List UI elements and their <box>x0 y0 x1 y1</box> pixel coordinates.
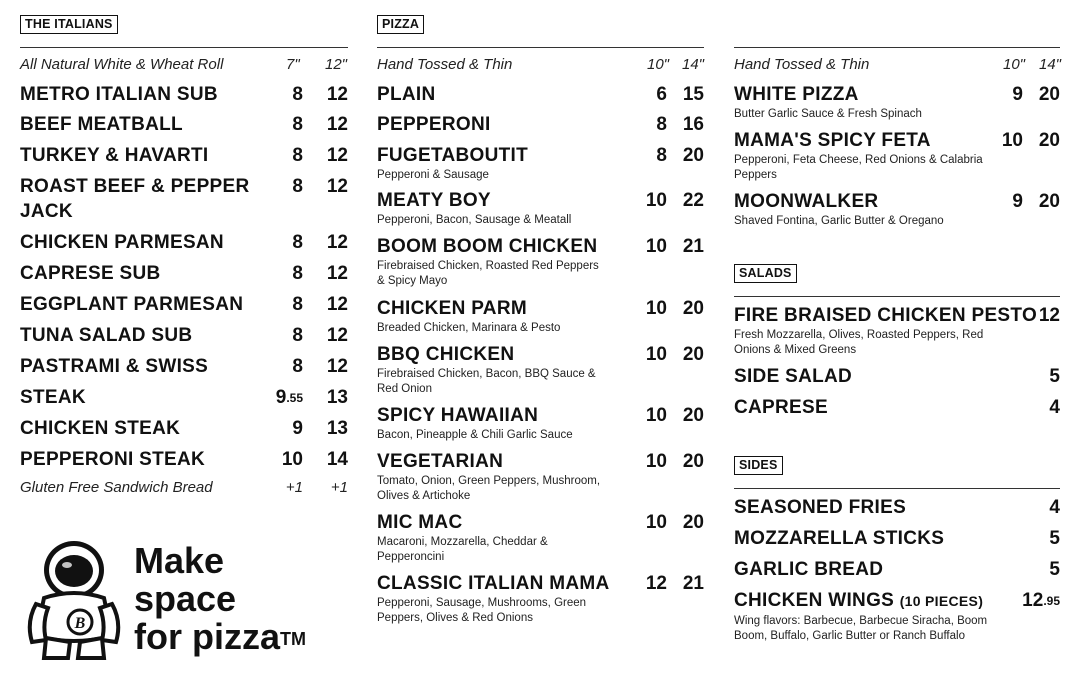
item-name: FIRE BRAISED CHICKEN PESTO <box>734 305 1038 326</box>
item-name: FUGETABOUTIT <box>377 145 529 166</box>
menu-item <box>377 82 704 107</box>
item-description: Bacon, Pineapple & Chili Garlic Sauce <box>377 429 573 441</box>
price-large: 20 <box>682 512 704 533</box>
item-name: CAPRESE SUB <box>20 263 161 284</box>
price-large: 12 <box>326 114 348 135</box>
item-description: Fresh Mozzarella, Olives, Roasted Peppers, Red Onions & Mixed Greens <box>734 329 984 356</box>
price-large: 12 <box>326 232 348 253</box>
menu-item <box>734 189 1060 229</box>
menu-item <box>377 143 704 183</box>
mascot-logo-letter: B <box>74 615 86 632</box>
item-name: VEGETARIAN <box>377 451 504 472</box>
price-small: 8 <box>292 114 303 135</box>
menu-item <box>377 403 704 443</box>
menu-item <box>377 234 704 288</box>
item-name <box>734 588 1060 614</box>
price-small: 8 <box>292 84 303 105</box>
astronaut-mascot-icon <box>22 538 126 662</box>
price-small: 10 <box>645 405 667 426</box>
price-small: 10 <box>645 236 667 257</box>
item-name: METRO ITALIAN SUB <box>20 84 218 105</box>
item-name: CLASSIC ITALIAN MAMA <box>377 573 610 594</box>
item-name: PLAIN <box>377 84 436 105</box>
menu-item <box>734 303 1060 357</box>
italians-size-large: 12" <box>325 56 348 73</box>
item-name: GARLIC BREAD <box>734 559 884 580</box>
menu-item <box>20 323 348 348</box>
pizza-badge: PIZZA <box>377 15 424 34</box>
italians-subhead-label: All Natural White & Wheat Roll <box>20 56 224 73</box>
price-large: 12 <box>326 325 348 346</box>
item-name: PASTRAMI & SWISS <box>20 356 209 377</box>
menu-item <box>20 385 348 410</box>
price-small: 8 <box>656 145 667 166</box>
price-small: 8 <box>292 232 303 253</box>
item-name: MOONWALKER <box>734 191 879 212</box>
item-description: Wing flavors: Barbecue, Barbecue Siracha, Boom Boom, Buffalo, Garlic Butter or Ranch Buffalo <box>734 615 988 642</box>
price-small: 10 <box>1001 130 1023 151</box>
price-small: 10 <box>645 451 667 472</box>
price-large: 20 <box>682 344 704 365</box>
price-small: 9 <box>1012 191 1023 212</box>
price: 4 <box>1049 397 1060 418</box>
price-small: 12 <box>645 573 667 594</box>
menu-item <box>377 296 704 336</box>
pizza-rule <box>377 47 704 48</box>
menu-item <box>377 449 704 503</box>
footnote-row <box>20 478 348 498</box>
item-name: CHICKEN PARMESAN <box>20 232 224 253</box>
item-name: MIC MAC <box>377 512 463 533</box>
price-large: 21 <box>682 236 704 257</box>
price-large: 20 <box>682 298 704 319</box>
menu-item <box>377 510 704 564</box>
pizza-size-small: 10" <box>647 56 670 73</box>
price-small: 8 <box>656 114 667 135</box>
item-description: Pepperoni, Bacon, Sausage & Meatall <box>377 214 572 226</box>
italians-rule <box>20 47 348 48</box>
price-large: 20 <box>1038 130 1060 151</box>
menu-item <box>20 447 348 472</box>
salads-badge: SALADS <box>734 264 797 283</box>
price-large: 16 <box>682 114 704 135</box>
price-large: 22 <box>682 190 704 211</box>
promo-line-3 <box>134 618 306 656</box>
price-large: 20 <box>682 145 704 166</box>
price-small: 6 <box>656 84 667 105</box>
menu-item <box>734 495 1060 520</box>
item-description: Macaroni, Mozzarella, Cheddar & Pepperoncini <box>377 536 548 563</box>
pizza2-subhead-label: Hand Tossed & Thin <box>734 56 870 73</box>
price-small: 8 <box>292 356 303 377</box>
item-description: Breaded Chicken, Marinara & Pesto <box>377 322 561 334</box>
menu-item <box>734 557 1060 582</box>
item-name: CHICKEN PARM <box>377 298 527 319</box>
menu-item <box>734 588 1060 643</box>
pizza2-size-small: 10" <box>1003 56 1026 73</box>
item-name: MEATY BOY <box>377 190 491 211</box>
item-name: MOZZARELLA STICKS <box>734 528 945 549</box>
price-large: 12 <box>326 176 348 197</box>
price: 5 <box>1049 366 1060 387</box>
price-large: 20 <box>682 451 704 472</box>
price-cents: .95 <box>1043 594 1060 608</box>
item-name: PEPPERONI <box>377 114 491 135</box>
italians-subhead <box>20 56 348 73</box>
item-description: Pepperoni, Feta Cheese, Red Onions & Calabria Peppers <box>734 154 983 181</box>
menu-item <box>377 188 704 228</box>
item-name: CHICKEN STEAK <box>20 418 181 439</box>
menu-item <box>377 342 704 396</box>
pizza-size-large: 14" <box>682 56 705 73</box>
price-small: +1 <box>285 479 303 496</box>
price: 5 <box>1049 528 1060 549</box>
price-small: 9 <box>1012 84 1023 105</box>
item-name: MAMA'S SPICY FETA <box>734 130 931 151</box>
price-large: 12 <box>326 294 348 315</box>
price-small: 9 <box>292 418 303 439</box>
item-name: ROAST BEEF & PEPPER JACK <box>20 176 250 222</box>
item-name: TURKEY & HAVARTI <box>20 145 209 166</box>
price <box>1022 588 1060 613</box>
item-name: EGGPLANT PARMESAN <box>20 294 244 315</box>
item-name-text: CHICKEN WINGS <box>734 590 895 611</box>
promo-slogan <box>134 542 306 656</box>
item-name: CAPRESE <box>734 397 828 418</box>
item-name: STEAK <box>20 387 86 408</box>
promo-line-1: Make <box>134 540 225 581</box>
item-name: BEEF MEATBALL <box>20 114 183 135</box>
price: 12 <box>1038 305 1060 326</box>
item-name: TUNA SALAD SUB <box>20 325 193 346</box>
price-large: +1 <box>330 479 348 496</box>
price-large: 20 <box>1038 84 1060 105</box>
menu-item <box>20 292 348 317</box>
pizza2-size-large: 14" <box>1039 56 1062 73</box>
item-name: BBQ CHICKEN <box>377 344 515 365</box>
price-small: 10 <box>645 512 667 533</box>
item-name: SEASONED FRIES <box>734 497 907 518</box>
price-large: 12 <box>326 356 348 377</box>
price-small <box>276 385 303 410</box>
menu-item <box>734 82 1060 122</box>
promo-line-3-text: for pizza <box>134 616 281 657</box>
footnote-label: Gluten Free Sandwich Bread <box>20 479 213 496</box>
price-large: 20 <box>1038 191 1060 212</box>
menu-item <box>20 82 348 107</box>
menu-item <box>734 526 1060 551</box>
item-name: SIDE SALAD <box>734 366 853 387</box>
item-description: Firebraised Chicken, Bacon, BBQ Sauce & Red Onion <box>377 368 596 395</box>
price-large: 14 <box>326 449 348 470</box>
menu-item <box>20 174 348 224</box>
pizza-subhead-label: Hand Tossed & Thin <box>377 56 513 73</box>
menu-item <box>20 143 348 168</box>
price-large: 15 <box>682 84 704 105</box>
menu-item <box>20 416 348 441</box>
item-name: SPICY HAWAIIAN <box>377 405 539 426</box>
price-small: 10 <box>645 298 667 319</box>
price-large: 12 <box>326 263 348 284</box>
price-large: 20 <box>682 405 704 426</box>
item-name: PEPPERONI STEAK <box>20 449 206 470</box>
promo-line-2: space <box>134 578 237 619</box>
item-description: Butter Garlic Sauce & Fresh Spinach <box>734 108 922 120</box>
pizza2-subhead <box>734 56 1060 73</box>
item-name: WHITE PIZZA <box>734 84 859 105</box>
item-description: Pepperoni, Sausage, Mushrooms, Green Peppers, Olives & Red Onions <box>377 597 587 624</box>
menu-item <box>20 112 348 137</box>
menu-item <box>20 230 348 255</box>
price-large: 12 <box>326 84 348 105</box>
price-dollars: 12 <box>1022 590 1044 611</box>
price-large: 13 <box>326 418 348 439</box>
price-dollars: 9 <box>275 387 287 408</box>
sides-badge: SIDES <box>734 456 783 475</box>
menu-item <box>20 354 348 379</box>
price-large: 13 <box>326 387 348 408</box>
italians-badge: THE ITALIANS <box>20 15 118 34</box>
menu-item <box>20 261 348 286</box>
menu-item <box>734 128 1060 182</box>
item-name: BOOM BOOM CHICKEN <box>377 236 598 257</box>
italians-size-small: 7" <box>286 56 300 73</box>
sides-rule <box>734 488 1060 489</box>
menu-item <box>734 395 1060 420</box>
item-description: Pepperoni & Sausage <box>377 169 489 181</box>
item-description: Firebraised Chicken, Roasted Red Peppers & Spicy Mayo <box>377 260 599 287</box>
menu-item <box>377 112 704 137</box>
promo-trademark: TM <box>280 629 307 649</box>
price-small: 8 <box>292 263 303 284</box>
menu-item <box>734 364 1060 389</box>
salads-rule <box>734 296 1060 297</box>
price-cents: .55 <box>286 391 303 405</box>
price-small: 8 <box>292 325 303 346</box>
price-small: 8 <box>292 294 303 315</box>
pizza-subhead <box>377 56 704 73</box>
price-small: 10 <box>645 344 667 365</box>
price: 5 <box>1049 559 1060 580</box>
item-name-suffix: (10 PIECES) <box>899 593 984 609</box>
price: 4 <box>1049 497 1060 518</box>
price-large: 12 <box>326 145 348 166</box>
menu-item <box>377 571 704 625</box>
price-small: 10 <box>645 190 667 211</box>
pizza2-rule <box>734 47 1060 48</box>
price-small: 10 <box>281 449 303 470</box>
price-large: 21 <box>682 573 704 594</box>
item-description: Shaved Fontina, Garlic Butter & Oregano <box>734 215 944 227</box>
price-small: 8 <box>292 145 303 166</box>
item-description: Tomato, Onion, Green Peppers, Mushroom, Olives & Artichoke <box>377 475 601 502</box>
price-small: 8 <box>292 176 303 197</box>
